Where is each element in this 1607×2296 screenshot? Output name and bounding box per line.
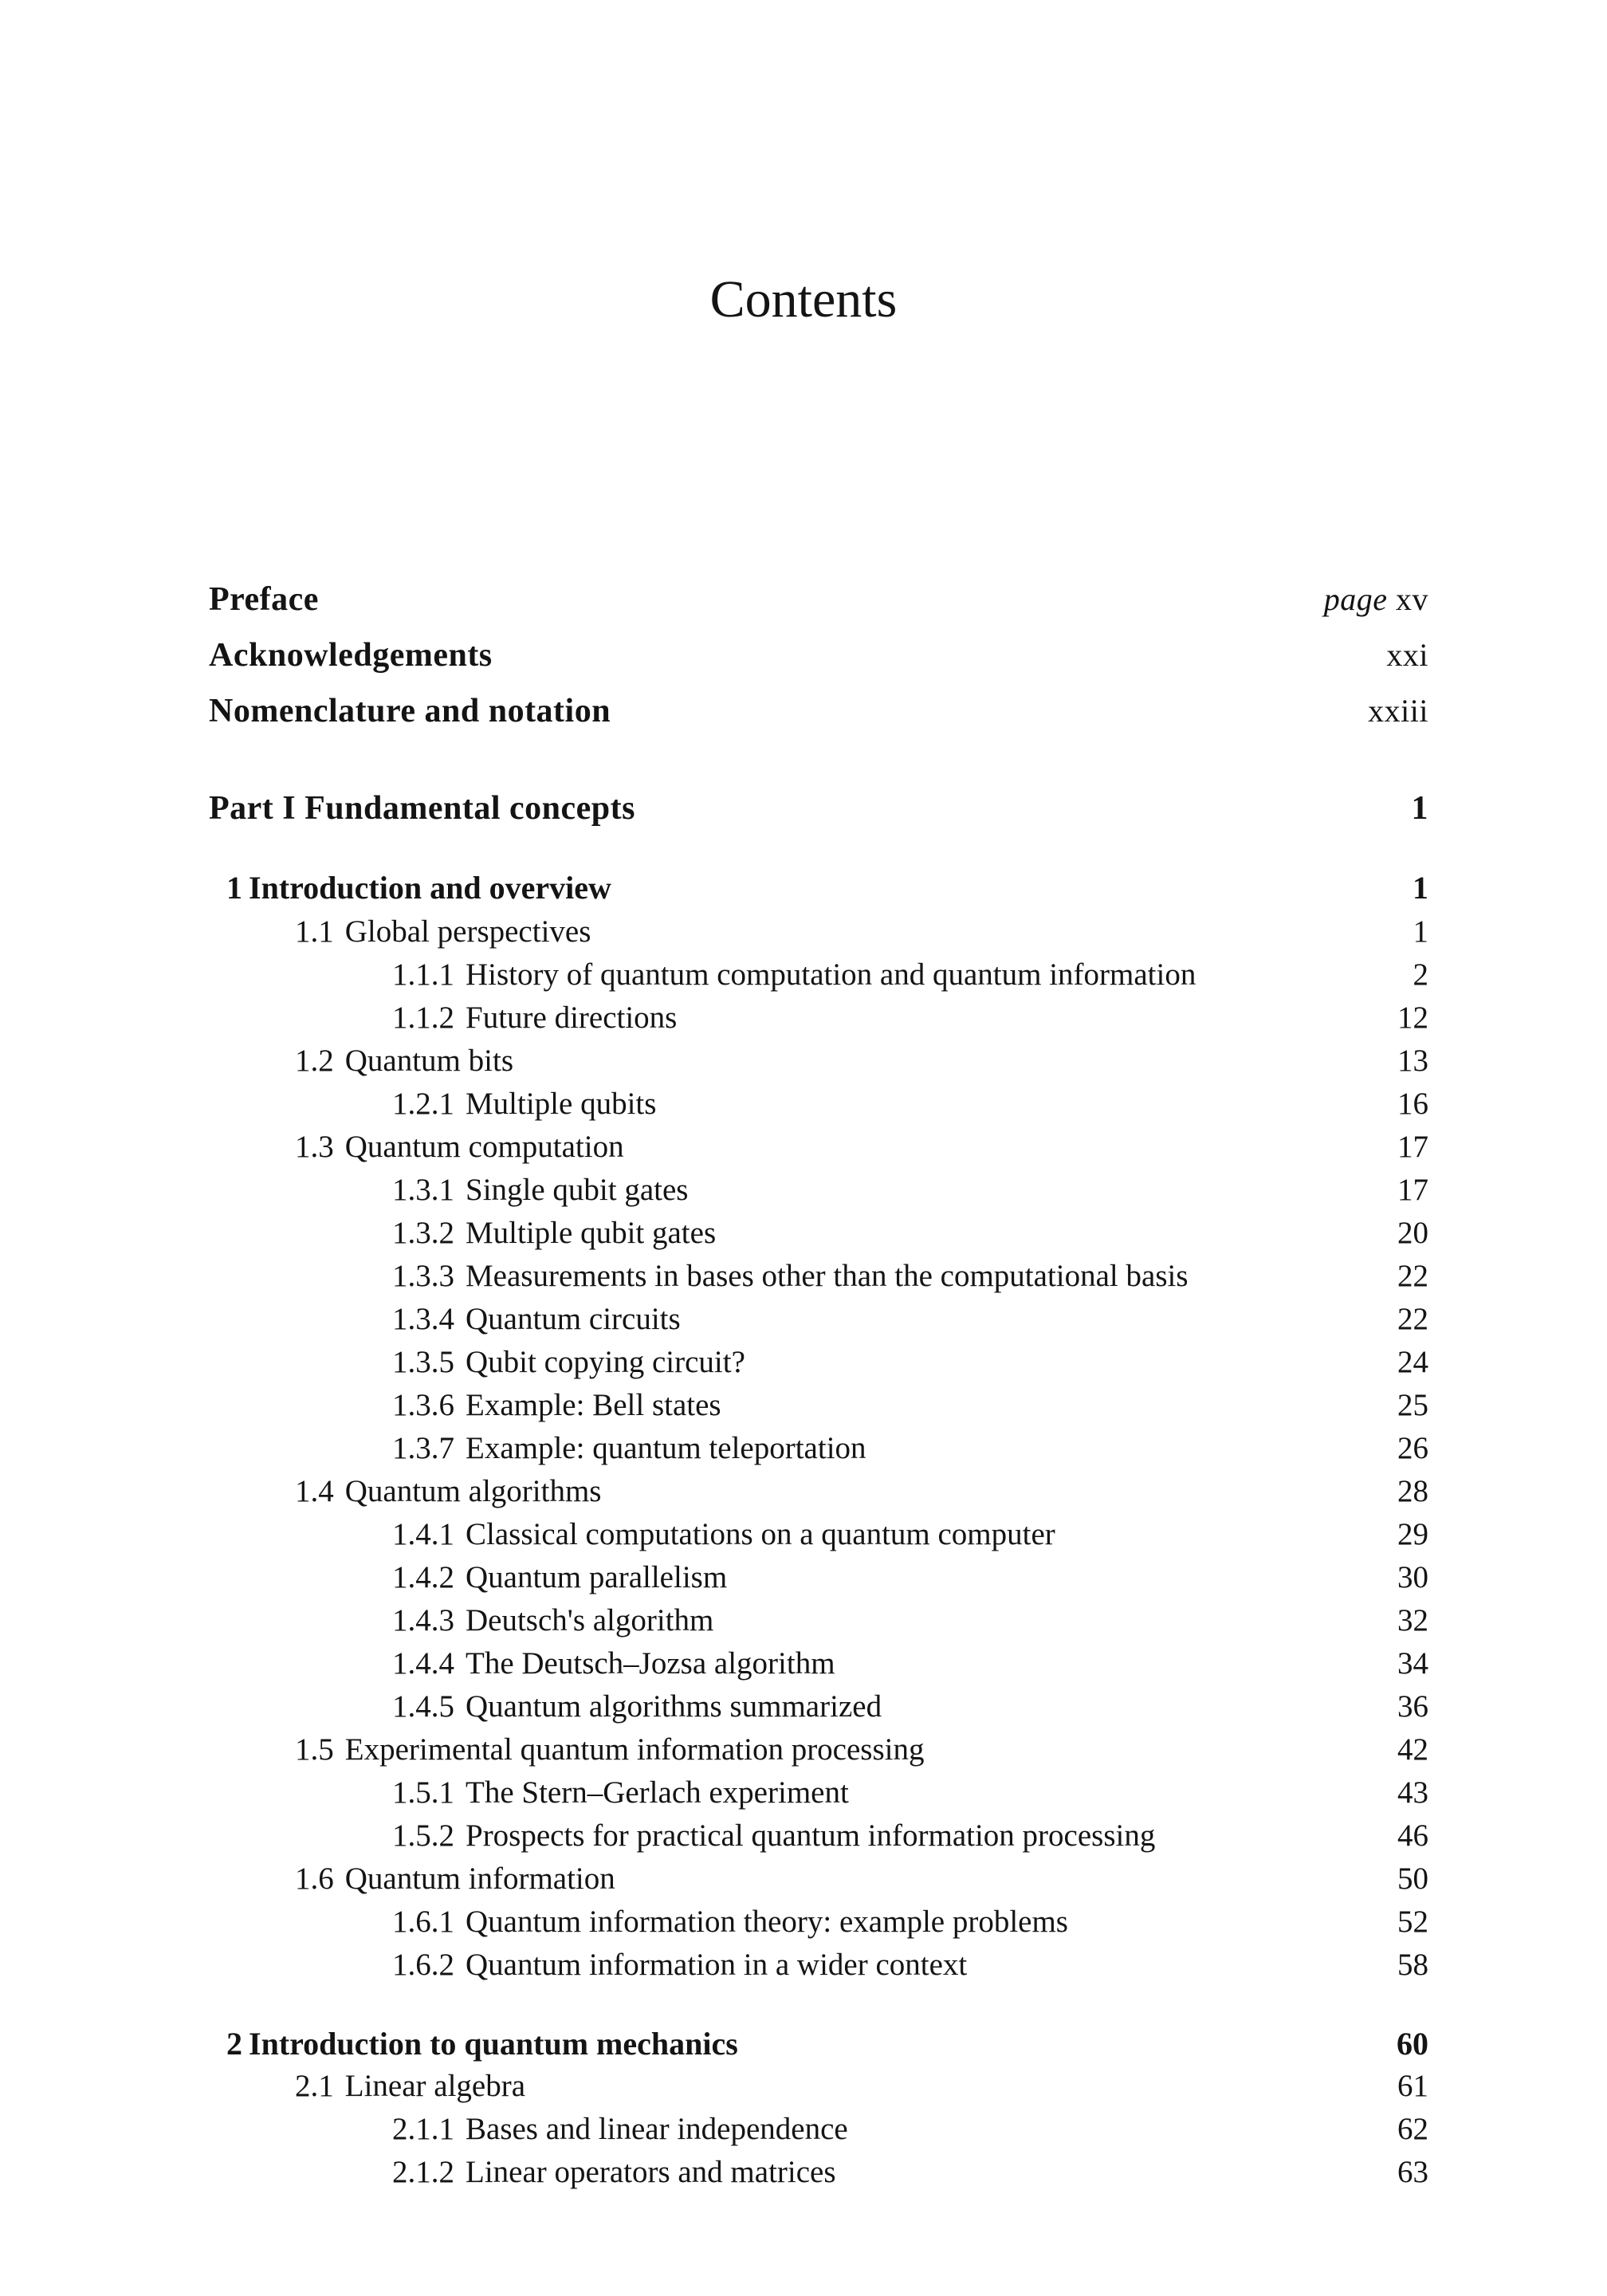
subsection-number: 1.1.2 [392,1001,454,1035]
chapter-page: 60 [1397,2026,1428,2062]
section-number: 1.4 [295,1474,334,1508]
toc-subsection[interactable] [209,957,1428,993]
toc-entry-preface[interactable] [209,580,1428,619]
subsection-page: 34 [1397,1646,1428,1681]
subsection-number: 1.6.1 [392,1905,454,1939]
subsection-title: Deutsch's algorithm [466,1603,714,1637]
subsection-number: 1.2.1 [392,1087,454,1121]
subsection-title: Measurements in bases other than the computational basis [466,1259,1189,1293]
toc-subsection[interactable] [209,1172,1428,1208]
subsection-number: 1.5.2 [392,1818,454,1853]
toc-subsection[interactable] [209,1086,1428,1122]
subsection-title: Quantum information in a wider context [466,1948,968,1982]
toc-subsection[interactable] [209,1215,1428,1251]
subsection-number: 1.4.3 [392,1603,454,1637]
subsection-page: 46 [1397,1818,1428,1853]
subsection-title: The Deutsch–Jozsa algorithm [466,1646,835,1681]
toc-section[interactable] [209,1861,1428,1897]
subsection-page: 22 [1397,1259,1428,1293]
toc-entry-page [1324,580,1428,618]
toc-chapter-2[interactable] [209,2025,1428,2062]
subsection-page: 43 [1397,1775,1428,1810]
section-title: Experimental quantum information processing [344,1732,925,1767]
toc-subsection[interactable] [209,1516,1428,1552]
toc-section[interactable] [209,1129,1428,1165]
subsection-number: 2.1.1 [392,2112,454,2146]
toc-subsection[interactable] [209,2154,1428,2190]
toc-entry-acknowledgements[interactable] [209,636,1428,674]
toc-chapter-1[interactable] [209,869,1428,906]
section-title: Quantum bits [344,1044,513,1078]
toc-entry-title: Acknowledgements [209,637,493,674]
toc-subsection[interactable] [209,1301,1428,1337]
subsection-page: 26 [1397,1431,1428,1465]
toc-subsection[interactable] [209,1602,1428,1638]
toc-subsection[interactable] [209,1430,1428,1466]
subsection-page: 62 [1397,2112,1428,2146]
subsection-number: 1.4.2 [392,1560,454,1594]
section-number: 1.6 [295,1862,334,1896]
section-number: 1.1 [295,914,334,949]
subsection-page: 24 [1397,1345,1428,1379]
subsection-title: Quantum parallelism [466,1560,728,1594]
section-page: 50 [1397,1862,1428,1896]
toc-section[interactable] [209,914,1428,949]
subsection-title: Single qubit gates [466,1173,689,1207]
subsection-title: Example: quantum teleportation [466,1431,866,1465]
subsection-page: 12 [1397,1001,1428,1035]
section-title: Quantum information [344,1862,615,1896]
page-prefix: page [1323,581,1388,617]
section-page: 1 [1413,914,1428,949]
toc-part-1[interactable] [209,789,1428,828]
subsection-number: 2.1.2 [392,2155,454,2189]
toc-entry-title: Nomenclature and notation [209,693,611,729]
toc-subsection[interactable] [209,1818,1428,1854]
section-page: 61 [1397,2069,1428,2103]
subsection-title: Prospects for practical quantum information processing [466,1818,1156,1853]
subsection-number: 1.4.1 [392,1517,454,1551]
toc-subsection[interactable] [209,1387,1428,1423]
toc-subsection[interactable] [209,1775,1428,1810]
toc-entry-page: xxi [1386,637,1428,673]
subsection-number: 1.3.6 [392,1388,454,1422]
section-page: 17 [1397,1130,1428,1164]
page-title: Contents [709,270,898,328]
subsection-page: 25 [1397,1388,1428,1422]
subsection-title: The Stern–Gerlach experiment [466,1775,849,1810]
subsection-title: Linear operators and matrices [466,2155,836,2189]
subsection-title: Qubit copying circuit? [466,1345,745,1379]
subsection-title: Quantum information theory: example problems [466,1905,1068,1939]
subsection-page: 16 [1397,1087,1428,1121]
toc-subsection[interactable] [209,1344,1428,1380]
toc-section[interactable] [209,2068,1428,2104]
subsection-number: 1.3.2 [392,1216,454,1250]
chapter-number: 1 [226,870,242,906]
toc-subsection[interactable] [209,1559,1428,1595]
subsection-page: 2 [1413,957,1428,992]
subsection-number: 1.3.3 [392,1259,454,1293]
section-number: 1.2 [295,1044,334,1078]
subsection-title: History of quantum computation and quantum information [466,957,1196,992]
subsection-title: Future directions [466,1001,678,1035]
toc-subsection[interactable] [209,1904,1428,1940]
chapter-number: 2 [226,2026,242,2062]
subsection-page: 22 [1397,1302,1428,1336]
section-title: Global perspectives [344,914,591,949]
subsection-title: Quantum algorithms summarized [466,1689,882,1724]
toc-subsection[interactable] [209,1645,1428,1681]
page-number: xv [1396,581,1428,617]
toc-subsection[interactable] [209,2111,1428,2147]
chapter-title: Introduction to quantum mechanics [249,2026,738,2062]
subsection-page: 17 [1397,1173,1428,1207]
subsection-page: 30 [1397,1560,1428,1594]
subsection-title: Classical computations on a quantum computer [466,1517,1055,1551]
toc-subsection[interactable] [209,1947,1428,1983]
toc-subsection[interactable] [209,1258,1428,1294]
subsection-number: 1.3.1 [392,1173,454,1207]
subsection-page: 32 [1397,1603,1428,1637]
subsection-page: 29 [1397,1517,1428,1551]
subsection-number: 1.3.5 [392,1345,454,1379]
subsection-title: Example: Bell states [466,1388,721,1422]
section-page: 42 [1397,1732,1428,1767]
section-number: 2.1 [295,2069,334,2103]
section-title: Quantum computation [344,1130,624,1164]
subsection-page: 63 [1397,2155,1428,2189]
toc-subsection[interactable] [209,1000,1428,1036]
subsection-number: 1.1.1 [392,957,454,992]
section-title: Linear algebra [344,2069,526,2103]
toc-subsection[interactable] [209,1689,1428,1724]
toc-entry-title: Preface [209,581,319,618]
subsection-title: Quantum circuits [466,1302,681,1336]
subsection-page: 20 [1397,1216,1428,1250]
chapter-title: Introduction and overview [249,870,611,906]
subsection-title: Multiple qubit gates [466,1216,717,1250]
toc-section[interactable] [209,1732,1428,1767]
subsection-title: Multiple qubits [466,1087,657,1121]
subsection-page: 58 [1397,1948,1428,1982]
subsection-title: Bases and linear independence [466,2112,848,2146]
section-title: Quantum algorithms [344,1474,602,1508]
toc-section[interactable] [209,1473,1428,1509]
subsection-number: 1.3.4 [392,1302,454,1336]
subsection-number: 1.6.2 [392,1948,454,1982]
toc-section[interactable] [209,1043,1428,1079]
section-page: 13 [1397,1044,1428,1078]
toc-part-title: Part I Fundamental concepts [209,790,635,827]
subsection-page: 36 [1397,1689,1428,1724]
toc-part-page: 1 [1411,790,1428,827]
section-number: 1.5 [295,1732,334,1767]
subsection-page: 52 [1397,1905,1428,1939]
section-page: 28 [1397,1474,1428,1508]
subsection-number: 1.3.7 [392,1431,454,1465]
subsection-number: 1.4.5 [392,1689,454,1724]
subsection-number: 1.5.1 [392,1775,454,1810]
toc-entry-page: xxiii [1368,693,1428,729]
chapter-page: 1 [1413,870,1428,906]
subsection-number: 1.4.4 [392,1646,454,1681]
toc-entry-nomenclature[interactable] [209,692,1428,730]
section-number: 1.3 [295,1130,334,1164]
